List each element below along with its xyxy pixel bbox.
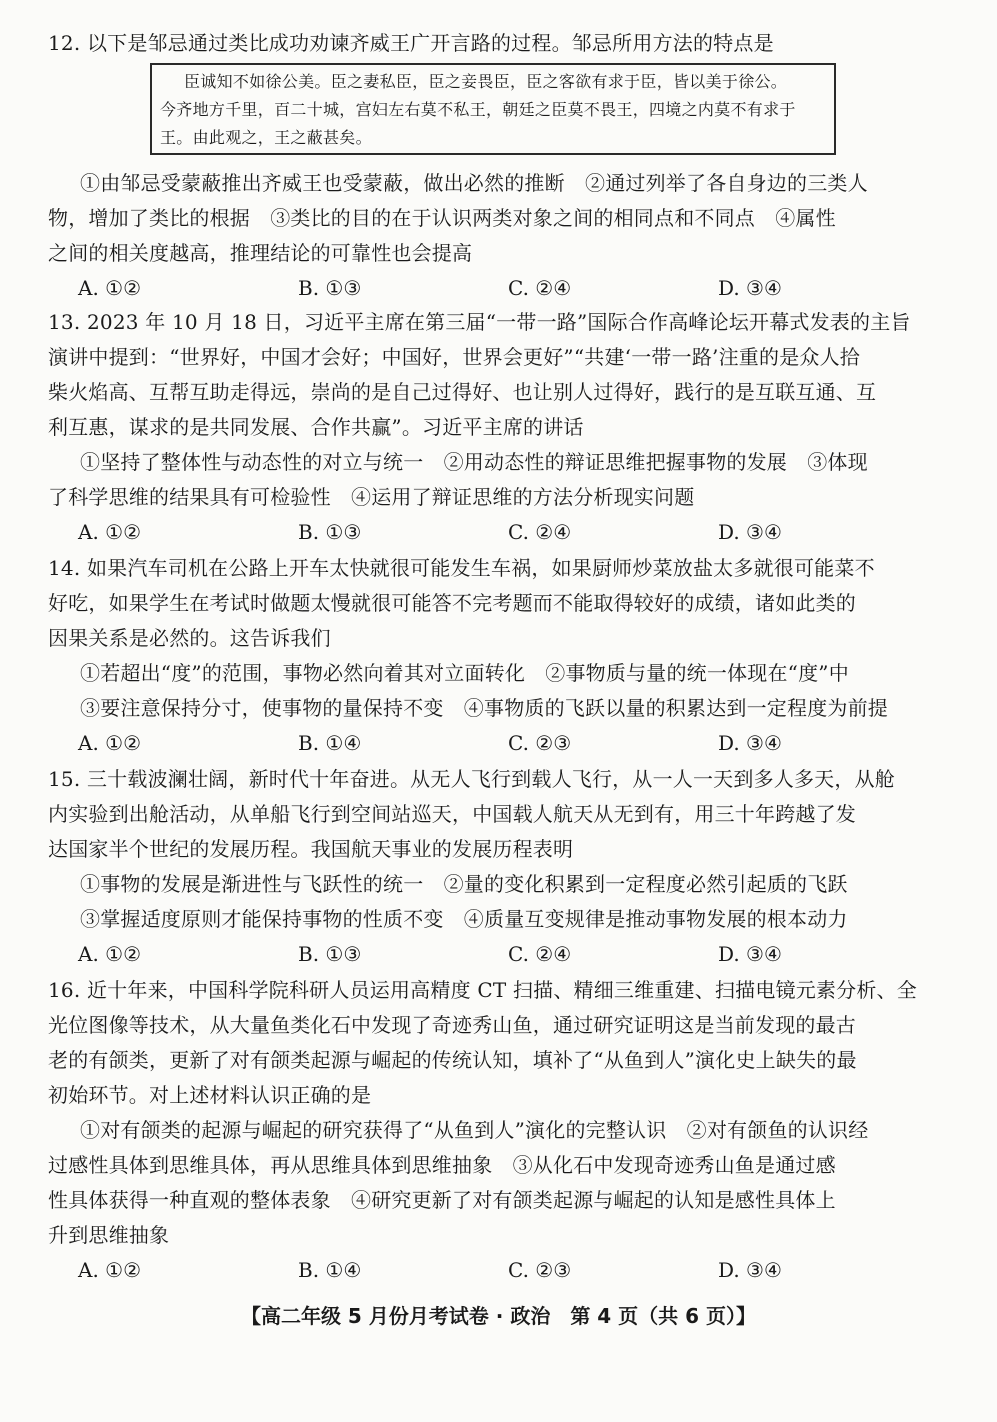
question-stem: 演讲中提到：“世界好，中国才会好；中国好，世界会更好”“共建‘一带一路’注重的是众人拾 — [48, 345, 860, 369]
answer-items: ①对有颌类的起源与崛起的研究获得了“从鱼到人”演化的完整认识 ②对有颌鱼的认识经 — [80, 1118, 869, 1142]
question-13 — [48, 305, 911, 550]
question-15 — [48, 762, 908, 972]
question-stem: 15. 三十载波澜壮阔，新时代十年奋进。从无人飞行到载人飞行，从一人一天到多人多天，从舱 — [48, 767, 895, 791]
options-row — [48, 726, 908, 761]
option-b[interactable]: B. ①④ — [298, 731, 362, 755]
question-stem: 初始环节。对上述材料认识正确的是 — [48, 1083, 372, 1107]
answer-items: ①由邹忌受蒙蔽推出齐威王也受蒙蔽，做出必然的推断 ②通过列举了各自身边的三类人 — [80, 171, 868, 195]
question-stem: 老的有颌类，更新了对有颌类起源与崛起的传统认知，填补了“从鱼到人”演化史上缺失的最 — [48, 1048, 857, 1072]
option-d[interactable]: D. ③④ — [718, 731, 782, 755]
options-row — [48, 1253, 908, 1288]
options-row — [48, 937, 908, 972]
answer-items: 之间的相关度越高，推理结论的可靠性也会提高 — [48, 241, 473, 265]
option-c[interactable]: C. ②④ — [508, 520, 572, 544]
question-stem: 因果关系是必然的。这告诉我们 — [48, 626, 331, 650]
quote-box — [150, 63, 836, 155]
answer-items: ③要注意保持分寸，使事物的量保持不变 ④事物质的飞跃以量的积累达到一定程度为前提 — [80, 696, 888, 720]
quote-line: 臣诚知不如徐公美。臣之妻私臣，臣之妾畏臣，臣之客欲有求于臣，皆以美于徐公。 — [184, 72, 788, 91]
answer-items: 了科学思维的结果具有可检验性 ④运用了辩证思维的方法分析现实问题 — [48, 485, 695, 509]
question-stem: 光位图像等技术，从大量鱼类化石中发现了奇迹秀山鱼，通过研究证明这是当前发现的最古 — [48, 1013, 856, 1037]
question-12-body — [48, 166, 908, 306]
option-a[interactable]: A. ①② — [78, 520, 142, 544]
option-c[interactable]: C. ②③ — [508, 1258, 572, 1282]
option-b[interactable]: B. ①④ — [298, 1258, 362, 1282]
question-16 — [48, 973, 917, 1288]
option-d[interactable]: D. ③④ — [718, 1258, 782, 1282]
answer-items: 性具体获得一种直观的整体表象 ④研究更新了对有颌类起源与崛起的认知是感性具体上 — [48, 1188, 836, 1212]
answer-items: 过感性具体到思维具体，再从思维具体到思维抽象 ③从化石中发现奇迹秀山鱼是通过感 — [48, 1153, 836, 1177]
page-footer: 【高二年级 5 月份月考试卷 · 政治 第 4 页（共 6 页）】 — [240, 1304, 757, 1328]
option-c[interactable]: C. ②④ — [508, 276, 572, 300]
option-a[interactable]: A. ①② — [78, 276, 142, 300]
option-a[interactable]: A. ①② — [78, 731, 142, 755]
option-c[interactable]: C. ②③ — [508, 731, 572, 755]
option-b[interactable]: B. ①③ — [298, 942, 362, 966]
question-stem: 好吃，如果学生在考试时做题太慢就很可能答不完考题而不能取得较好的成绩，诸如此类的 — [48, 591, 856, 615]
options-row — [48, 271, 908, 306]
option-b[interactable]: B. ①③ — [298, 520, 362, 544]
option-a[interactable]: A. ①② — [78, 1258, 142, 1282]
question-stem: 内实验到出舱活动，从单船飞行到空间站巡天，中国载人航天从无到有，用三十年跨越了发 — [48, 802, 856, 826]
question-14 — [48, 551, 908, 761]
question-stem: 16. 近十年来，中国科学院科研人员运用高精度 CT 扫描、精细三维重建、扫描电镜元素分析、全 — [48, 978, 917, 1002]
options-row — [48, 515, 908, 550]
question-stem: 13. 2023 年 10 月 18 日，习近平主席在第三届“一带一路”国际合作高峰论坛开幕式发表的主旨 — [48, 310, 911, 334]
quote-line: 今齐地方千里，百二十城，宫妇左右莫不私王，朝廷之臣莫不畏王，四境之内莫不有求于 — [160, 100, 796, 119]
option-d[interactable]: D. ③④ — [718, 520, 782, 544]
answer-items: 升到思维抽象 — [48, 1223, 170, 1247]
answer-items: ①事物的发展是渐进性与飞跃性的统一 ②量的变化积累到一定程度必然引起质的飞跃 — [80, 872, 848, 896]
question-stem: 柴火焰高、互帮互助走得远，崇尚的是自己过得好、也让别人过得好，践行的是互联互通、互 — [48, 380, 877, 404]
option-d[interactable]: D. ③④ — [718, 276, 782, 300]
question-stem: 12. 以下是邹忌通过类比成功劝谏齐威王广开言路的过程。邹忌所用方法的特点是 — [48, 31, 774, 55]
option-a[interactable]: A. ①② — [78, 942, 142, 966]
question-stem: 达国家半个世纪的发展历程。我国航天事业的发展历程表明 — [48, 837, 574, 861]
question-stem: 利互惠，谋求的是共同发展、合作共赢”。习近平主席的讲话 — [48, 415, 584, 439]
option-b[interactable]: B. ①③ — [298, 276, 362, 300]
answer-items: ③掌握适度原则才能保持事物的性质不变 ④质量互变规律是推动事物发展的根本动力 — [80, 907, 848, 931]
option-c[interactable]: C. ②④ — [508, 942, 572, 966]
answer-items: ①若超出“度”的范围，事物必然向着其对立面转化 ②事物质与量的统一体现在“度”中 — [80, 661, 849, 685]
answer-items: 物，增加了类比的根据 ③类比的目的在于认识两类对象之间的相同点和不同点 ④属性 — [48, 206, 836, 230]
question-stem: 14. 如果汽车司机在公路上开车太快就很可能发生车祸，如果厨师炒菜放盐太多就很可能菜不 — [48, 556, 875, 580]
answer-items: ①坚持了整体性与动态性的对立与统一 ②用动态性的辩证思维把握事物的发展 ③体现 — [80, 450, 868, 474]
option-d[interactable]: D. ③④ — [718, 942, 782, 966]
quote-line: 王。由此观之，王之蔽甚矣。 — [160, 128, 372, 147]
question-12 — [48, 26, 908, 61]
